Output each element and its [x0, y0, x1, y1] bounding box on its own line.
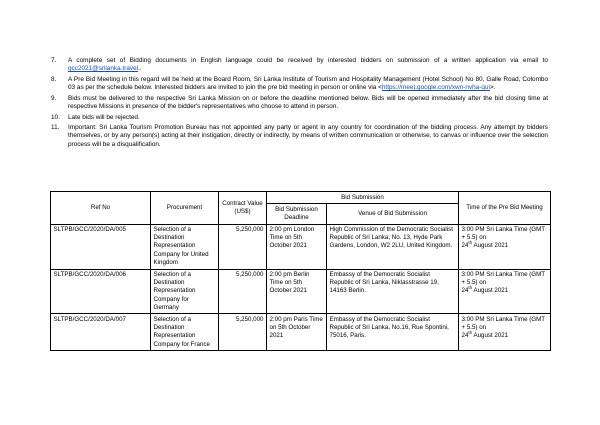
list-item-9: 9. Bids must be delivered to the respective Sri Lanka Mission on or before the deadline mentioned below. Bids will be opened immediately after the bid closing time at respective Missions in presence of the bidder's representatives who choose to attend in person. — [51, 94, 548, 111]
value-cell: 5,250,000 — [219, 269, 267, 314]
header-procurement: Procurement — [151, 192, 219, 225]
table-row — [51, 269, 551, 314]
value-cell: 5,250,000 — [219, 224, 267, 269]
instructions-list — [51, 57, 548, 151]
procurement-cell: Selection of a Destination Representation Company for United Kingdom — [151, 224, 219, 269]
procurement-cell: Selection of a Destination Representation Company for Germany — [151, 269, 219, 314]
deadline-cell: 2:00 pm London Time on 5th October 2021 — [267, 224, 327, 269]
item-number: 7. — [51, 57, 57, 64]
header-contract-value: Contract Value (US$) — [219, 192, 267, 225]
venue-cell: Embassy of the Democratic Socialist Republic of Sri Lanka, Niklasstrasse 19, 14163 Berlin. — [327, 269, 459, 314]
meeting-cell: 3:00 PM Sri Lanka Time (GMT + 5.5) on 24th August 2021 — [459, 269, 551, 314]
ref-cell: SLTPB/GCC/2020/DA/006 — [51, 269, 151, 314]
procurement-cell: Selection of a Destination Representation Company for France — [151, 314, 219, 351]
list-item-7: 7. A complete set of Bidding documents in English language could be received by interested bidders on submission of a written application via email to gcc2021@srilanka.travel.. — [51, 57, 548, 73]
venue-cell: High Commission of the Democratic Socialist Republic of Sri Lanka, No. 13, Hyde Park Gardens, London, W2 2LU, United Kingdom. — [327, 224, 459, 269]
ref-cell: SLTPB/GCC/2020/DA/005 — [51, 224, 151, 269]
list-item-8: 8. A Pre Bid Meeting in this regard will be held at the Board Room, Sri Lanka Institute of Tourism and Hospitality Management (Hotel School) No 80, Galle Road, Colombo 03 as per the schedule below. Interested bidders are invited to join the pre bid meeting in person or online via <https://meet.google.com/xwn-nvha-qui>. — [51, 75, 548, 92]
deadline-cell: 2:00 pm Berlin Time on 5th October 2021 — [267, 269, 327, 314]
meeting-cell: 3:00 PM Sri Lanka Time (GMT + 5.5) on 24th August 2021 — [459, 224, 551, 269]
ref-cell: SLTPB/GCC/2020/DA/007 — [51, 314, 151, 351]
header-venue: Venue of Bid Submission — [327, 204, 459, 224]
header-bid-submission: Bid Submission — [267, 192, 459, 204]
header-ref-no: Ref No — [51, 192, 151, 225]
deadline-cell: 2:00 pm Paris Time on 5th October 2021 — [267, 314, 327, 351]
header-deadline: Bid Submission Deadline — [267, 204, 327, 224]
meeting-cell: 3:00 PM Sri Lanka Time (GMT + 5.5) on 24th August 2021 — [459, 314, 551, 351]
header-pre-bid-meeting: Time of the Pre Bid Meeting — [459, 192, 551, 225]
list-item-10: 10. Late bids will be rejected. — [51, 113, 140, 121]
bid-schedule-table — [50, 191, 551, 351]
table-row — [51, 224, 551, 269]
table-row — [51, 314, 551, 351]
email-link[interactable]: gcc2021@srilanka.travel — [68, 65, 139, 73]
venue-cell: Embassy of the Democratic Socialist Republic of Sri Lanka, No.16, Rue Spontini, 75016, Paris. — [327, 314, 459, 351]
item-number: 11. — [51, 124, 60, 132]
value-cell: 5,250,000 — [219, 314, 267, 351]
meeting-link[interactable]: https://meet.google.com/xwn-nvha-qui — [381, 84, 490, 92]
item-number: 8. — [51, 75, 57, 83]
list-item-11: 11. Important: Sri Lanka Tourism Promotion Bureau has not appointed any party or agent in any country for coordination of the bidding process. Any attempt by bidders themselves, or by any person(s) acting at their instigation, directly or indirectly, by means of written communication or otherwise, to canvas or influence over the selection process will be a disqualification. — [51, 124, 548, 148]
item-number: 10. — [51, 113, 60, 121]
item-number: 9. — [51, 94, 57, 102]
